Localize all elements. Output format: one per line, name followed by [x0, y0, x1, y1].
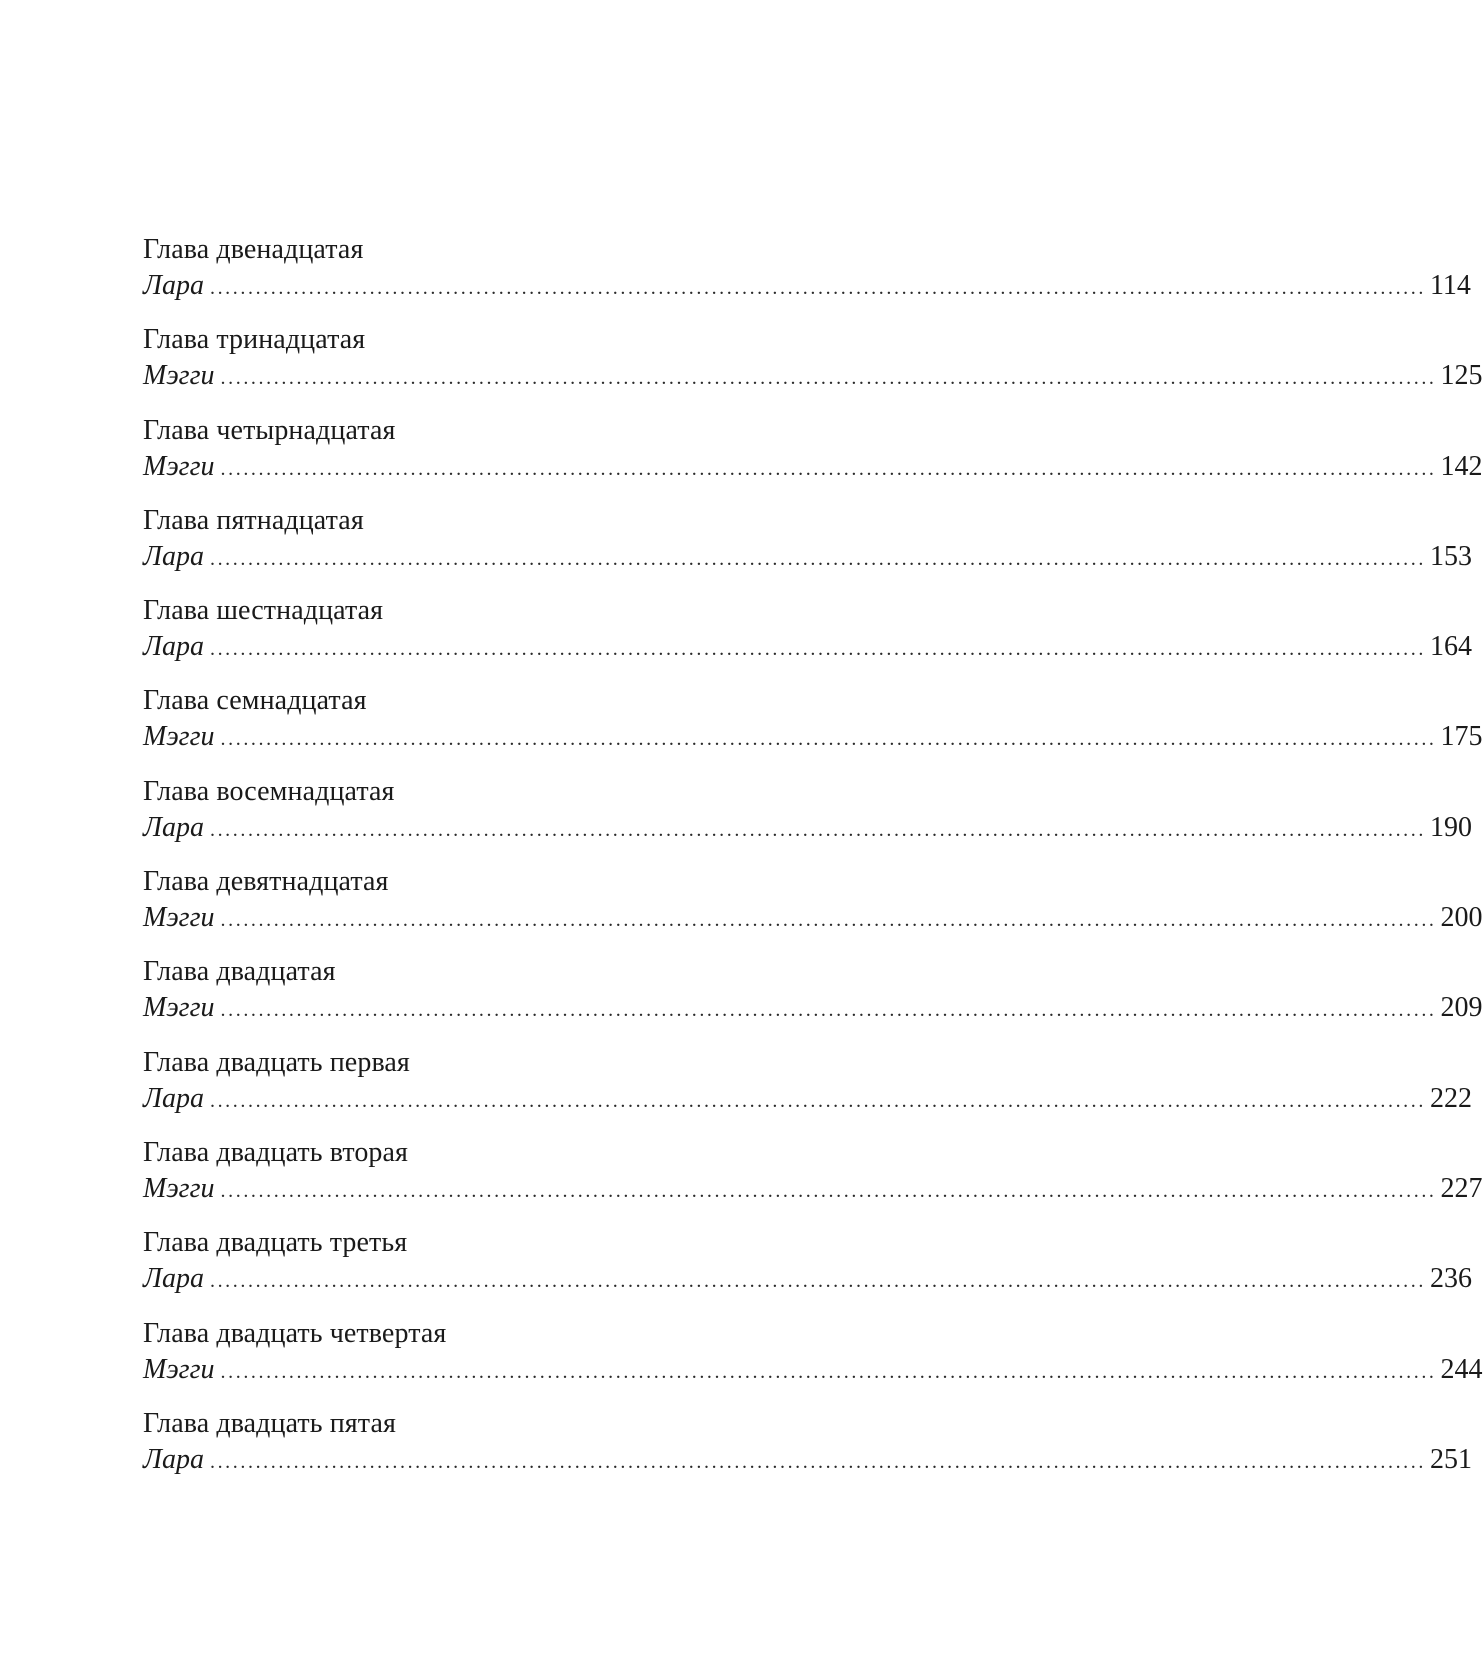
narrator-name: Мэгги: [143, 1172, 215, 1204]
chapter-title: Глава двадцать четвертая: [143, 1317, 447, 1349]
chapter-title: Глава двадцать пятая: [143, 1407, 396, 1439]
narrator-name: Лара: [143, 1082, 204, 1114]
chapter-title: Глава восемнадцатая: [143, 775, 395, 807]
page-number: 251: [1429, 1443, 1472, 1475]
table-of-contents: [143, 232, 1483, 1496]
toc-entry: [143, 413, 1483, 503]
dot-leader: ................................................................................................................................................................: [209, 1450, 1426, 1473]
page-number: 175: [1440, 721, 1483, 753]
dot-leader: ................................................................................................................................................................: [220, 1360, 1437, 1383]
narrator-name: Лара: [143, 1443, 204, 1475]
chapter-title: Глава четырнадцатая: [143, 414, 396, 446]
narrator-name: Лара: [143, 270, 204, 301]
narrator-name: Мэгги: [143, 721, 215, 753]
chapter-line: [143, 719, 1483, 755]
narrator-name: Лара: [143, 540, 204, 572]
dot-leader: ................................................................................................................................................................: [209, 277, 1426, 299]
toc-entry: [143, 954, 1483, 1044]
chapter-line: [143, 268, 1471, 304]
chapter-line: [143, 539, 1472, 575]
page-number: 142: [1440, 450, 1483, 482]
page-number: 164: [1429, 631, 1472, 663]
chapter-line: [143, 1261, 1472, 1297]
toc-entry: [143, 1225, 1472, 1315]
chapter-line: [143, 358, 1483, 394]
narrator-name: Мэгги: [143, 992, 215, 1024]
chapter-title: Глава девятнадцатая: [143, 866, 389, 898]
chapter-title: Глава двадцатая: [143, 956, 336, 988]
narrator-name: Мэгги: [143, 360, 215, 392]
chapter-line: [143, 900, 1483, 936]
chapter-line: [143, 990, 1483, 1026]
dot-leader: ................................................................................................................................................................: [220, 728, 1437, 751]
chapter-title: Глава пятнадцатая: [143, 504, 364, 536]
dot-leader: ................................................................................................................................................................: [209, 1089, 1426, 1112]
dot-leader: ................................................................................................................................................................: [209, 547, 1426, 570]
narrator-name: Лара: [143, 631, 204, 663]
page-number: 222: [1429, 1082, 1472, 1114]
dot-leader: ................................................................................................................................................................: [209, 1270, 1426, 1293]
dot-leader: ................................................................................................................................................................: [220, 909, 1437, 932]
page-number: 200: [1440, 902, 1483, 934]
toc-entry: [143, 232, 1471, 322]
dot-leader: ................................................................................................................................................................: [209, 638, 1426, 661]
chapter-line: [143, 629, 1472, 665]
narrator-name: Мэгги: [143, 450, 215, 482]
dot-leader: ................................................................................................................................................................: [209, 818, 1426, 841]
dot-leader: ................................................................................................................................................................: [220, 457, 1437, 480]
chapter-title: Глава двадцать вторая: [143, 1136, 409, 1168]
toc-entry: [143, 683, 1483, 773]
toc-entry: [143, 593, 1472, 683]
chapter-line: [143, 1171, 1483, 1207]
narrator-name: Лара: [143, 811, 204, 843]
toc-entry: [143, 1135, 1483, 1225]
page-number: 190: [1429, 811, 1472, 843]
toc-entry: [143, 1406, 1472, 1496]
page-number: 125: [1440, 360, 1483, 392]
page-number: 209: [1440, 992, 1483, 1024]
page-number: 244: [1440, 1353, 1483, 1385]
dot-leader: ................................................................................................................................................................: [220, 999, 1437, 1022]
narrator-name: Лара: [143, 1263, 204, 1295]
toc-entry: [143, 864, 1483, 954]
chapter-title: Глава двадцать третья: [143, 1227, 408, 1259]
chapter-title: Глава семнадцатая: [143, 685, 367, 717]
toc-entry: [143, 1316, 1483, 1406]
toc-entry: [143, 503, 1472, 593]
dot-leader: ................................................................................................................................................................: [220, 1179, 1437, 1202]
dot-leader: ................................................................................................................................................................: [220, 367, 1437, 390]
chapter-title: Глава двадцать первая: [143, 1046, 410, 1078]
page-number: 227: [1440, 1172, 1483, 1204]
chapter-title: Глава тринадцатая: [143, 324, 366, 356]
chapter-line: [143, 810, 1472, 846]
chapter-title: Глава двенадцатая: [143, 234, 364, 265]
page-number: 236: [1429, 1263, 1472, 1295]
toc-entry: [143, 1045, 1472, 1135]
narrator-name: Мэгги: [143, 1353, 215, 1385]
narrator-name: Мэгги: [143, 902, 215, 934]
chapter-title: Глава шестнадцатая: [143, 595, 384, 627]
chapter-line: [143, 449, 1483, 485]
chapter-line: [143, 1081, 1472, 1117]
page-number: 153: [1429, 540, 1472, 572]
page-number: 114: [1429, 270, 1471, 301]
chapter-line: [143, 1352, 1483, 1388]
toc-entry: [143, 322, 1483, 412]
toc-entry: [143, 774, 1472, 864]
chapter-line: [143, 1442, 1472, 1478]
